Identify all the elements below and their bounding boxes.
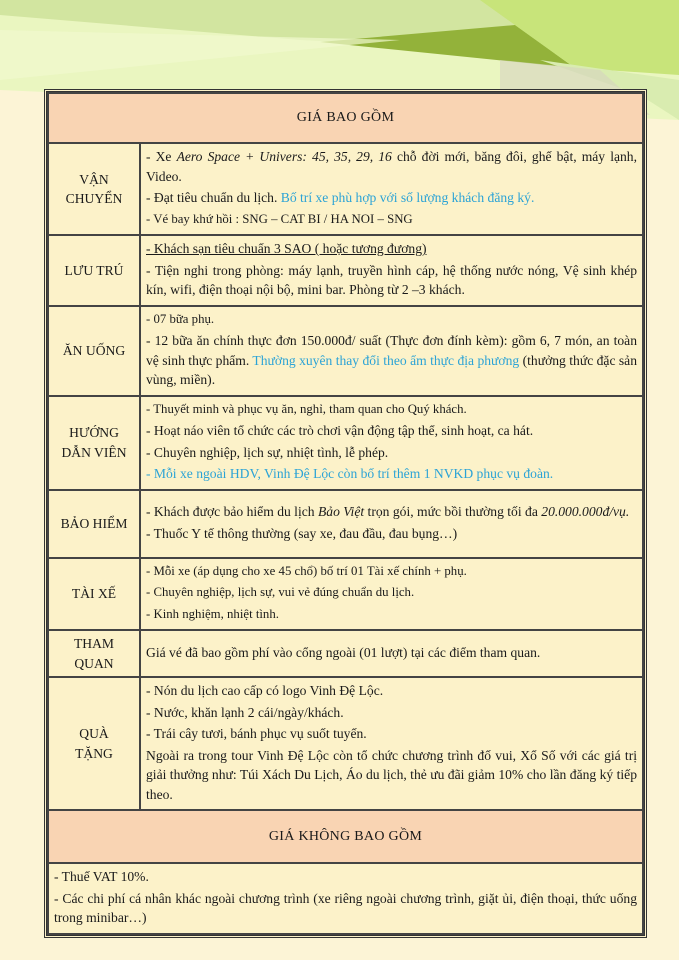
row-content (140, 490, 643, 558)
text: - Xe (146, 149, 177, 164)
label-line: TẶNG (75, 745, 113, 761)
excluded-header: GIÁ KHÔNG BAO GỒM (48, 810, 643, 863)
text: trọn gói, mức bồi thường tối đa (364, 504, 542, 519)
row-label-sightseeing (48, 630, 140, 677)
table-row (48, 863, 643, 934)
text: - Chuyên nghiệp, lịch sự, vui vẻ đúng chuẩn du lịch. (146, 585, 415, 599)
row-content (140, 235, 643, 306)
table-row (48, 396, 643, 490)
text: - Nón du lịch cao cấp có logo Vinh Đệ Lộc. (146, 683, 384, 698)
text: - Vé bay khứ hồi : SNG – CAT BI / HA NOI – SNG (146, 211, 413, 226)
row-label-gifts (48, 677, 140, 810)
highlight-text: - Mỗi xe ngoài HDV, Vinh Đệ Lộc còn bố trí thêm 1 NVKD phục vụ đoàn. (146, 466, 554, 481)
row-content (140, 143, 643, 235)
text: - Kinh nghiệm, nhiệt tình. (146, 606, 279, 621)
row-content (140, 630, 643, 677)
text: chỗ đời mới, băng đôi, ghế bật, máy lạnh, Video. (146, 149, 637, 184)
text: (thưởng thức đặc sản vùng, miền). (146, 352, 638, 387)
highlight-text: Bố trí xe phù hợp với số lượng khách đăng ký. (280, 190, 535, 205)
label-line: VẬN (79, 171, 109, 187)
price-inclusion-document (44, 89, 647, 938)
table-row (48, 677, 643, 810)
excluded-content (48, 863, 643, 934)
text: - Tiện nghi trong phòng: máy lạnh, truyền hình cáp, hệ thống nước nóng, Vệ sinh khép kín, wifi, điện thoại nội bộ, mini bar. Phòng từ 2 –3 khách. (146, 262, 637, 297)
label-line: TÀI XẾ (71, 586, 117, 601)
row-label-transport (48, 143, 140, 235)
row-label-meals (48, 306, 140, 396)
text: Bảo Việt (317, 504, 365, 519)
text: - Khách sạn tiêu chuẩn 3 SAO ( hoặc tương đương) (146, 241, 427, 256)
text: Ngoài ra trong tour Vinh Đệ Lộc còn tổ chức chương trình đố vui, Xổ Số với các giá trị giải thưởng như: Túi Xách Du Lịch, Áo du lịch, thẻ ưu đãi giảm 10% cho lần đăng ký tiếp theo. (146, 747, 637, 802)
text: 20.000.000đ/vụ. (541, 504, 630, 519)
text: - Thuế VAT 10%. (54, 869, 149, 884)
text: - Khách được bảo hiểm du lịch (146, 504, 318, 519)
table-row (48, 306, 643, 396)
text: - Mỗi xe (áp dụng cho xe 45 chổ) bố trí 01 Tài xế chính + phụ. (146, 563, 467, 578)
label-line: CHUYỂN (65, 191, 123, 206)
text: - 07 bữa phụ. (146, 311, 215, 326)
row-content (140, 558, 643, 631)
table-row (48, 235, 643, 306)
label-line: ĂN UỐNG (62, 342, 126, 358)
label-line: THAM (73, 636, 115, 651)
text: - Nước, khăn lạnh 2 cái/ngày/khách. (146, 704, 344, 720)
label-line: HƯỚNG (69, 425, 119, 440)
row-label-insurance (48, 490, 140, 558)
text: - Trái cây tươi, bánh phục vụ suốt tuyến. (146, 726, 367, 741)
label-line: LƯU TRÚ (64, 262, 124, 278)
text: - Chuyên nghiệp, lịch sự, nhiệt tình, lễ phép. (146, 444, 389, 460)
inclusion-table (47, 92, 644, 935)
row-content (140, 306, 643, 396)
text: - Các chi phí cá nhân khác ngoài chương trình (xe riêng ngoài chương trình, giặt ủi, điện thoại, thức uống trong minibar…) (54, 890, 637, 925)
table-row (48, 490, 643, 558)
highlight-text: Thường xuyên thay đổi theo ẩm thực địa phương (252, 352, 520, 368)
text: - Thuốc Y tế thông thường (say xe, đau đầu, đau bụng…) (146, 525, 458, 541)
text: Aero Space + Univers: 45, 35, 29, 16 (176, 149, 392, 164)
text: Giá vé đã bao gồm phí vào cổng ngoài (01 lượt) tại các điểm tham quan. (146, 644, 541, 660)
text: - Hoạt náo viên tổ chức các trò chơi vận động tập thể, sinh hoạt, ca hát. (146, 423, 534, 438)
row-content (140, 396, 643, 490)
included-header: GIÁ BAO GỒM (48, 93, 643, 143)
text: - Đạt tiêu chuẩn du lịch. (146, 190, 281, 205)
label-line: DẪN VIÊN (61, 444, 127, 460)
row-label-accommodation (48, 235, 140, 306)
row-label-driver (48, 558, 140, 631)
row-content (140, 677, 643, 810)
table-row (48, 558, 643, 631)
row-label-guide (48, 396, 140, 490)
label-line: QUAN (74, 655, 114, 671)
table-row (48, 143, 643, 235)
label-line: BẢO HIỂM (60, 515, 128, 531)
label-line: QUÀ (79, 726, 109, 741)
text: - Thuyết minh và phục vụ ăn, nghỉ, tham quan cho Quý khách. (146, 401, 467, 416)
table-row (48, 630, 643, 677)
text: - 12 bữa ăn chính thực đơn 150.000đ/ suất (Thực đơn đính kèm): gồm 6, 7 món, an toàn vệ sinh thực phẩm. (146, 333, 637, 368)
